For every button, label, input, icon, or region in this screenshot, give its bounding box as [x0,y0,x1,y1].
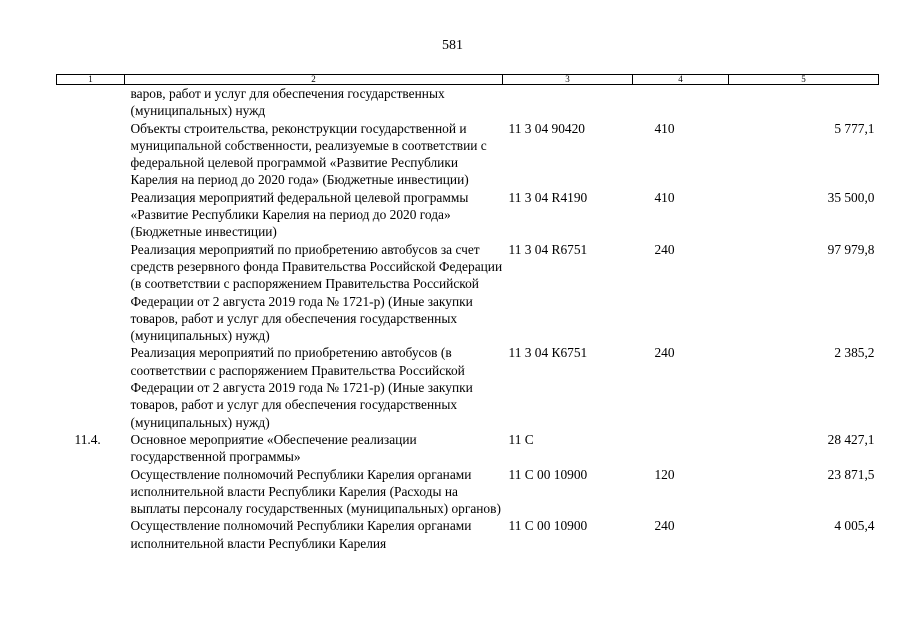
row-code: 11 3 04 90420 [508,120,585,136]
header-row [57,75,879,85]
row-code: 11 3 04 R6751 [508,241,588,257]
row-description: Основное мероприятие «Обеспечение реализации государственной программы» [130,431,417,465]
row-amount: 2 385,2 [834,345,875,361]
row-description: Осуществление полномочий Республики Карелия органами исполнительной власти Республики Карелия (Расходы на выплаты персоналу государственных (муниципальных) органов) [130,466,501,517]
row-description: Реализация мероприятий по приобретению автобусов за счет средств резервного фонда Правительства Российской Федерации (в соответствии с распоряжением Правительства Российской Федерации от 2 августа 2019 года № 1721-р) (Иные закупки товаров, работ и услуг для обеспечения государственных (муниципальных) нужд) [130,241,503,344]
row-expense-type: 120 [654,466,675,482]
row-code: 11 3 04 R4190 [508,189,588,205]
table-row [57,431,879,466]
row-expense-type [633,85,729,120]
row-amount: 5 777,1 [834,120,875,136]
column-header: 1 [57,75,125,85]
table-row [57,189,879,241]
row-amount: 28 427,1 [827,431,875,447]
budget-table [56,74,879,552]
row-description: Осуществление полномочий Республики Карелия органами исполнительной власти Республики Карелия [130,518,472,551]
table-row [57,466,879,518]
row-expense-type: 240 [654,241,675,257]
table-row [57,344,879,430]
row-code: 11 3 04 К6751 [508,345,588,361]
row-description: Реализация мероприятий по приобретению автобусов (в соответствии с распоряжением Правительства Российской Федерации от 2 августа 2019 года № 1721-р) (Иные закупки товаров, работ и услуг для обеспечения государственных (муниципальных) нужд) [130,345,473,430]
page-number: 581 [442,38,463,53]
row-number [57,241,125,345]
row-expense-type: 410 [654,120,675,136]
row-expense-type: 240 [654,345,675,361]
column-header: 2 [125,75,503,85]
row-amount [729,85,879,120]
column-header: 3 [503,75,633,85]
row-amount: 4 005,4 [834,518,875,534]
row-number [57,120,125,189]
row-amount: 23 871,5 [827,466,875,482]
table-header [57,75,879,85]
row-expense-type [633,431,729,466]
row-number [57,466,125,518]
row-amount: 97 979,8 [827,241,875,257]
row-description: варов, работ и услуг для обеспечения государственных (муниципальных) нужд [130,86,445,119]
table-row [57,517,879,552]
row-description: Реализация мероприятий федеральной целевой программы «Развитие Республики Карелия на период до 2020 года» (Бюджетные инвестиции) [130,189,469,240]
row-number [57,85,125,120]
table-body [57,85,879,553]
row-expense-type: 240 [654,518,675,534]
table-row [57,241,879,345]
column-header: 5 [729,75,879,85]
row-number [57,189,125,241]
row-amount: 35 500,0 [827,189,875,205]
row-code: 11 С [508,431,534,447]
column-header: 4 [633,75,729,85]
row-description: Объекты строительства, реконструкции государственной и муниципальной собственности, реализуемые в соответствии с федеральной целевой программой «Развитие Республики Карелия на период до 2020 года» (Бюджетные инвестиции) [130,120,487,188]
row-number [57,517,125,552]
row-expense-type: 410 [654,189,675,205]
row-code [503,85,633,120]
row-number [57,344,125,430]
row-code: 11 С 00 10900 [508,466,588,482]
row-code: 11 С 00 10900 [508,518,588,534]
row-number: 11.4. [74,431,101,447]
table-row [57,120,879,189]
table-row [57,85,879,120]
